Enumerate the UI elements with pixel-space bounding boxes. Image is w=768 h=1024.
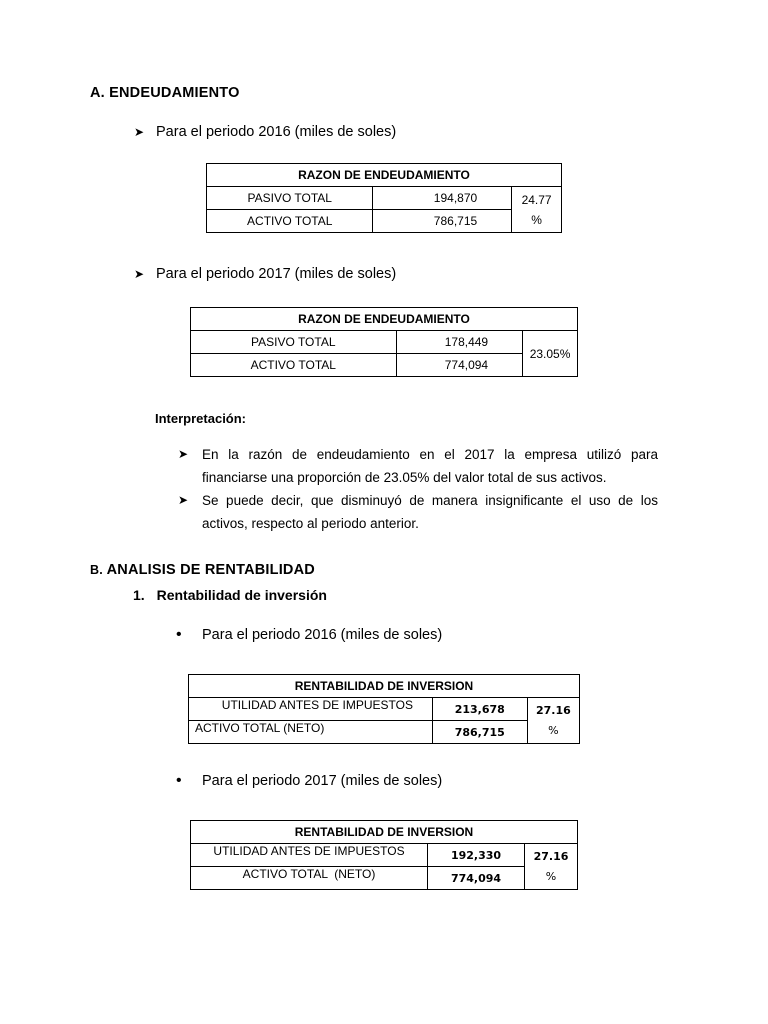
debt-ratio-result: 23.05% <box>523 331 578 377</box>
return-table-2017 <box>190 820 578 890</box>
result-value: 27.16 <box>533 849 569 863</box>
utilidad-label: UTILIDAD ANTES DE IMPUESTOS <box>191 844 428 867</box>
subsection-1-heading <box>133 587 327 603</box>
interpretation-point-2: Se puede decir, que disminuyó de manera insignificante el uso de los activos, respecto al periodo anterior. <box>202 493 658 531</box>
table-header: RENTABILIDAD DE INVERSION <box>191 821 578 844</box>
list-item <box>178 443 658 489</box>
interpretation-list <box>178 443 658 535</box>
activo-total-neto-label: ACTIVO TOTAL (NETO) <box>189 721 433 744</box>
section-a-title: ENDEUDAMIENTO <box>109 85 240 101</box>
table-header: RAZON DE ENDEUDAMIENTO <box>191 308 578 331</box>
table-header: RENTABILIDAD DE INVERSION <box>189 675 580 698</box>
arrow-bullet-icon: ➤ <box>178 447 189 461</box>
arrow-bullet-icon: ➤ <box>134 125 145 139</box>
bullet-2016-debt <box>134 124 396 140</box>
period-2016-label: Para el periodo 2016 (miles de soles) <box>156 124 397 140</box>
pasivo-total-value: 178,449 <box>396 331 523 354</box>
subsection-title: Rentabilidad de inversión <box>156 587 327 603</box>
result-unit: % <box>545 869 557 883</box>
table-header: RAZON DE ENDEUDAMIENTO <box>207 164 562 187</box>
result-value: 27.16 <box>535 703 571 717</box>
result-value: 24.77 <box>521 192 552 207</box>
bullet-2016-return <box>176 627 442 643</box>
activo-total-value: 774,094 <box>396 354 523 377</box>
pasivo-total-value: 194,870 <box>373 187 512 210</box>
activo-total-neto-label: ACTIVO TOTAL (NETO) <box>191 867 428 890</box>
result-unit: % <box>548 723 559 737</box>
section-a-prefix: A. <box>90 85 105 101</box>
activo-total-neto-value: 774,094 <box>428 867 525 890</box>
arrow-bullet-icon: ➤ <box>178 493 189 507</box>
return-result <box>525 844 578 890</box>
debt-ratio-table-2017 <box>190 307 578 377</box>
interpretation-point-1: En la razón de endeudamiento en el 2017 la empresa utilizó para financiarse una proporción de 23.05% del valor total de sus activos. <box>202 447 658 485</box>
arrow-bullet-icon: ➤ <box>134 267 145 281</box>
period-2017-label: Para el periodo 2017 (miles de soles) <box>156 266 397 282</box>
utilidad-value: 213,678 <box>432 698 527 721</box>
pasivo-total-label: PASIVO TOTAL <box>207 187 373 210</box>
period-2017-label: Para el periodo 2017 (miles de soles) <box>202 773 443 789</box>
bullet-2017-return <box>176 773 442 789</box>
utilidad-value: 192,330 <box>428 844 525 867</box>
interpretation-title: Interpretación: <box>155 411 247 426</box>
utilidad-label: UTILIDAD ANTES DE IMPUESTOS <box>189 698 433 721</box>
activo-total-label: ACTIVO TOTAL <box>207 210 373 233</box>
activo-total-label: ACTIVO TOTAL <box>191 354 397 377</box>
result-unit: % <box>531 212 542 227</box>
subsection-number: 1. <box>133 587 145 603</box>
return-table-2016 <box>188 674 580 744</box>
section-a-heading <box>90 85 240 101</box>
activo-total-neto-value: 786,715 <box>432 721 527 744</box>
debt-ratio-result <box>512 187 562 233</box>
pasivo-total-label: PASIVO TOTAL <box>191 331 397 354</box>
dot-bullet-icon: • <box>176 626 182 643</box>
list-item <box>178 489 658 535</box>
return-result <box>527 698 579 744</box>
section-b-title: ANALISIS DE RENTABILIDAD <box>106 562 315 578</box>
activo-total-value: 786,715 <box>373 210 512 233</box>
section-b-prefix: B. <box>90 563 103 577</box>
debt-ratio-table-2016 <box>206 163 562 233</box>
section-b-heading <box>90 562 315 578</box>
dot-bullet-icon: • <box>176 772 182 789</box>
bullet-2017-debt <box>134 266 396 282</box>
period-2016-label: Para el periodo 2016 (miles de soles) <box>202 627 443 643</box>
